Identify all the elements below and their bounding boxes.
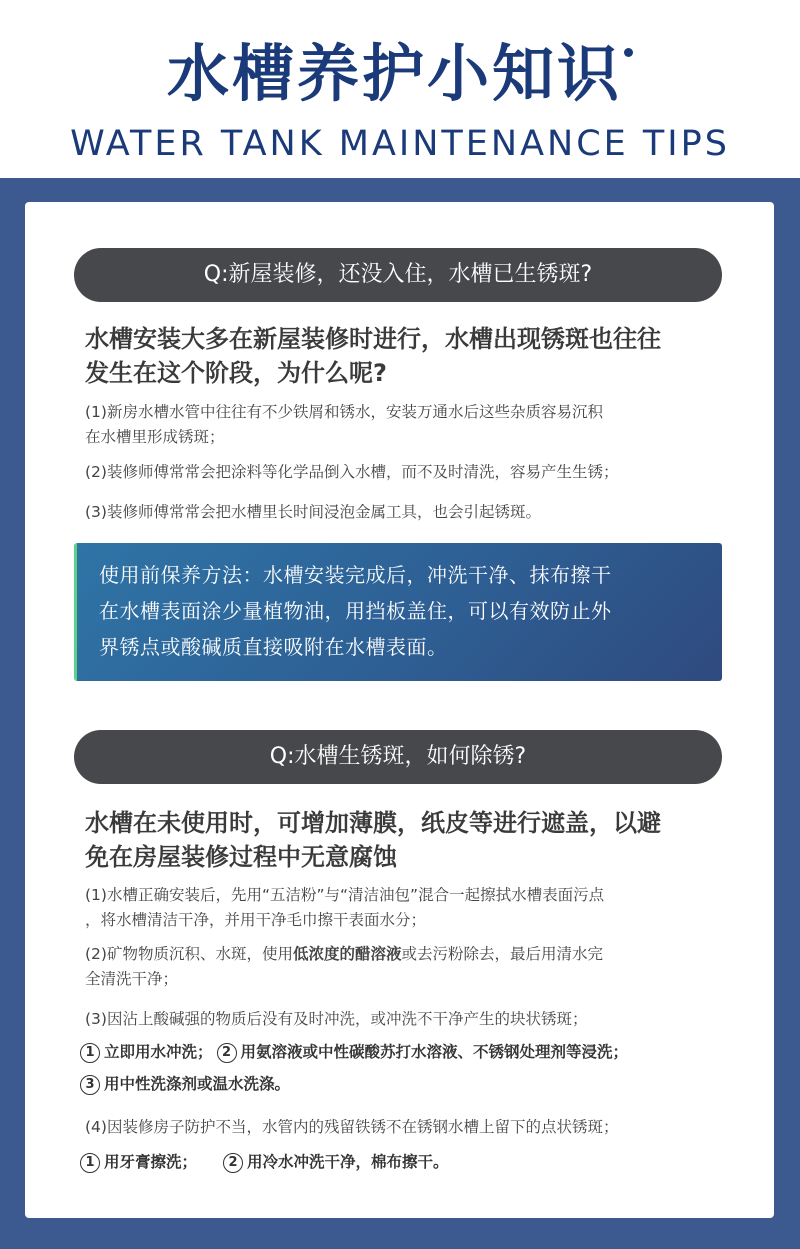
item3-step2: 用氨溶液或中性碳酸苏打水溶液、不锈钢处理剂等浸洗； [240,1043,629,1061]
page-subtitle: WATER TANK MAINTENANCE TIPS [70,124,730,164]
circle-number-2b: 2 [223,1153,243,1173]
item3-step1: 立即用水冲洗； [104,1043,213,1061]
section2-item3-line1: (3)因沾上酸碱强的物质后没有及时冲洗，或冲洗不干净产生的块状锈斑； [85,1010,588,1028]
section2-item3-steps-row1 [80,1040,730,1065]
question-bar-2: Q:水槽生锈斑，如何除锈? [74,730,722,784]
item2-text-c: 或去污粉除去，最后用清水完 [401,945,603,963]
item2-text-a: (2)矿物物质沉积、水斑，使用 [85,945,293,963]
section2-item3-steps-row2 [80,1072,730,1097]
circle-number-1b: 1 [80,1153,100,1173]
section2-item1-line1: (1)水槽正确安装后，先用“五洁粉”与“清洁油包”混合一起擦拭水槽表面污点 [85,886,605,904]
section1-item1-line1: (1)新房水槽水管中往往有不少铁屑和锈水，安装万通水后这些杂质容易沉积 [85,403,603,421]
section2-heading-line1: 水槽在未使用时，可增加薄膜，纸皮等进行遮盖，以避 [85,809,661,837]
section1-heading-line2: 发生在这个阶段，为什么呢? [85,359,387,387]
tip-line2: 在水槽表面涂少量植物油，用挡板盖住，可以有效防止外 [99,599,612,623]
item2-text-emph: 低浓度的醋溶液 [292,945,402,963]
item3-step3: 用中性洗涤剂或温水洗涤。 [104,1075,291,1093]
item4-step2: 用冷水冲洗干净，棉布擦干。 [247,1153,449,1171]
question-bar-1: Q:新屋装修，还没入住，水槽已生锈斑? [74,248,722,302]
section2-item2-line2: 全清洗干净； [85,970,179,988]
page-header [0,0,800,178]
page-title [0,34,800,114]
title-dot-icon [624,48,633,57]
tip-text [99,557,709,665]
section2-item4-line1: (4)因装修房子防护不当，水管内的残留铁锈不在锈钢水槽上留下的点状锈斑； [85,1118,619,1136]
section2-item1-line2: ，将水槽清洁干净，并用干净毛巾擦干表面水分； [85,911,427,929]
circle-number-1: 1 [80,1043,100,1063]
section2-heading-line2: 免在房屋装修过程中无意腐蚀 [85,843,397,871]
section1-item1-line2: 在水槽里形成锈斑； [85,428,225,446]
section1-item3: (3)装修师傅常常会把水槽里长时间浸泡金属工具，也会引起锈斑。 [85,503,541,521]
section2-item4-steps [80,1150,730,1175]
page-title-text: 水槽养护小知识 [166,37,622,110]
section1-item2: (2)装修师傅常常会把涂料等化学品倒入水槽，而不及时清洗，容易产生生锈； [85,463,619,481]
maintenance-tip-box [74,543,722,681]
circle-number-3: 3 [80,1075,100,1095]
section1-heading-line1: 水槽安装大多在新屋装修时进行，水槽出现锈斑也往往 [85,325,661,353]
tip-line1: 使用前保养方法：水槽安装完成后，冲洗干净、抹布擦干 [99,563,612,587]
circle-number-2: 2 [217,1043,237,1063]
item4-step1: 用牙膏擦洗； [104,1153,198,1171]
section2-item2-line1 [85,942,735,967]
tip-line3: 界锈点或酸碱质直接吸附在水槽表面。 [99,635,448,659]
